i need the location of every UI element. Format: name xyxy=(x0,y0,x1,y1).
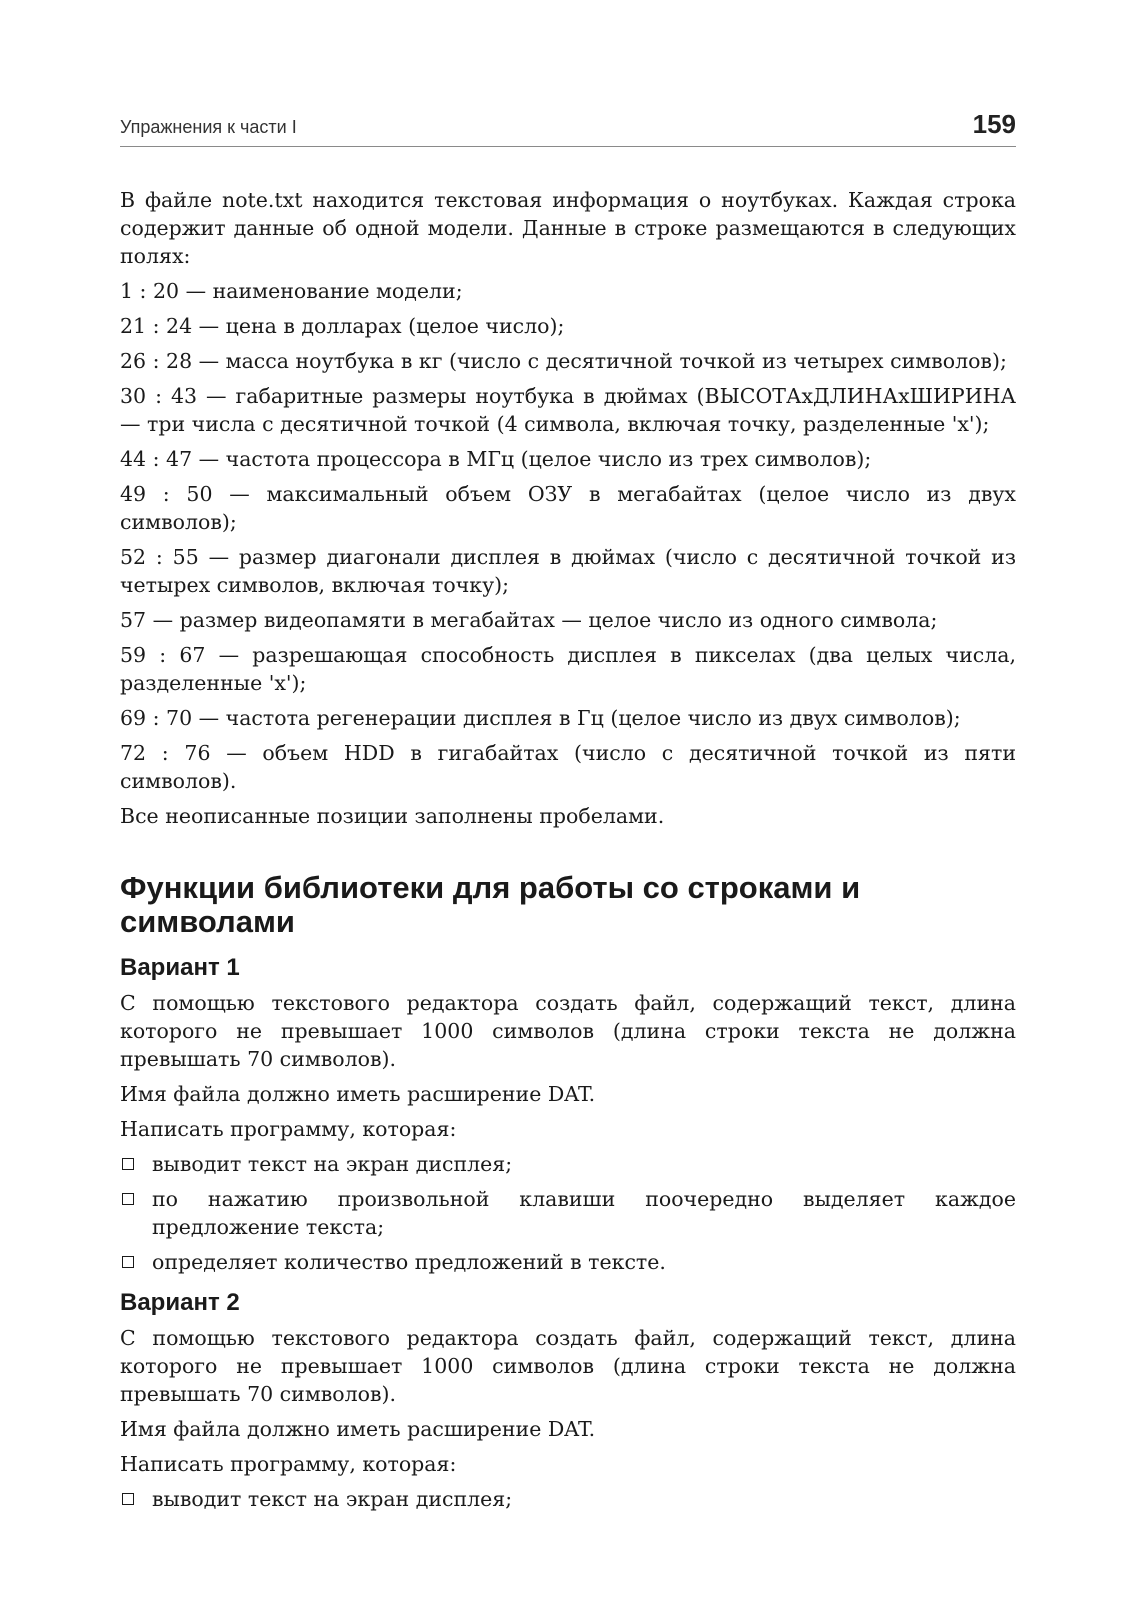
section-title: Функции библиотеки для работы со строками и символами xyxy=(120,870,861,939)
variant-1-program-intro: Написать программу, которая: xyxy=(120,1117,457,1141)
field-item: 21 : 24 — цена в долларах (целое число); xyxy=(120,314,565,338)
field-list xyxy=(120,277,1016,795)
checkbox-icon xyxy=(122,1256,134,1268)
checkbox-icon xyxy=(122,1193,134,1205)
page-number: 159 xyxy=(972,109,1016,139)
field-item: 1 : 20 — наименование модели; xyxy=(120,279,463,303)
outro-paragraph: Все неописанные позиции заполнены пробелами. xyxy=(120,804,665,828)
variant-2-requirements xyxy=(120,1485,1016,1513)
field-item: 30 : 43 — габаритные размеры ноутбука в дюймах (ВЫСОТАхДЛИНАхШИРИНА — три числа с десятичной точкой (4 символа, включая точку, разделенные 'x'); xyxy=(120,384,1016,436)
list-item-text: выводит текст на экран дисплея; xyxy=(152,1152,513,1176)
list-item-text: определяет количество предложений в тексте. xyxy=(152,1250,666,1274)
list-item-text: по нажатию произвольной клавиши поочередно выделяет каждое предложение текста; xyxy=(152,1187,1016,1239)
variant-2-task: С помощью текстового редактора создать файл, содержащий текст, длина которого не превышает 1000 символов (длина строки текста не должна превышать 70 символов). xyxy=(120,1326,1016,1406)
field-item: 49 : 50 — максимальный объем ОЗУ в мегабайтах (целое число из двух символов); xyxy=(120,482,1016,534)
variant-1-requirements xyxy=(120,1150,1016,1276)
variant-2-title: Вариант 2 xyxy=(120,1289,240,1316)
variant-1-task: С помощью текстового редактора создать файл, содержащий текст, длина которого не превышает 1000 символов (длина строки текста не должна превышать 70 символов). xyxy=(120,991,1016,1071)
intro-paragraph: В файле note.txt находится текстовая информация о ноутбуках. Каждая строка содержит данные об одной модели. Данные в строке размещаются в следующих полях: xyxy=(120,188,1016,268)
field-item: 52 : 55 — размер диагонали дисплея в дюймах (число с десятичной точкой из четырех символов, включая точку); xyxy=(120,545,1016,597)
field-item: 26 : 28 — масса ноутбука в кг (число с десятичной точкой из четырех символов); xyxy=(120,349,1007,373)
field-item: 57 — размер видеопамяти в мегабайтах — целое число из одного символа; xyxy=(120,608,938,632)
list-item xyxy=(120,1185,1016,1241)
field-item: 72 : 76 — объем HDD в гигабайтах (число с десятичной точкой из пяти символов). xyxy=(120,741,1016,793)
variant-1-title: Вариант 1 xyxy=(120,954,240,981)
field-item: 59 : 67 — разрешающая способность дисплея в пикселах (два целых числа, разделенные 'x'); xyxy=(120,643,1016,695)
running-header xyxy=(120,110,1016,147)
checkbox-icon xyxy=(122,1493,134,1505)
list-item xyxy=(120,1485,1016,1513)
variant-1-file-ext: Имя файла должно иметь расширение DAT. xyxy=(120,1082,596,1106)
field-item: 69 : 70 — частота регенерации дисплея в Гц (целое число из двух символов); xyxy=(120,706,961,730)
field-item: 44 : 47 — частота процессора в МГц (целое число из трех символов); xyxy=(120,447,872,471)
list-item xyxy=(120,1150,1016,1178)
variant-2-program-intro: Написать программу, которая: xyxy=(120,1452,457,1476)
variant-2-file-ext: Имя файла должно иметь расширение DAT. xyxy=(120,1417,596,1441)
page-content xyxy=(120,186,1016,1520)
running-title: Упражнения к части I xyxy=(120,117,297,137)
checkbox-icon xyxy=(122,1158,134,1170)
list-item-text: выводит текст на экран дисплея; xyxy=(152,1487,513,1511)
list-item xyxy=(120,1248,1016,1276)
